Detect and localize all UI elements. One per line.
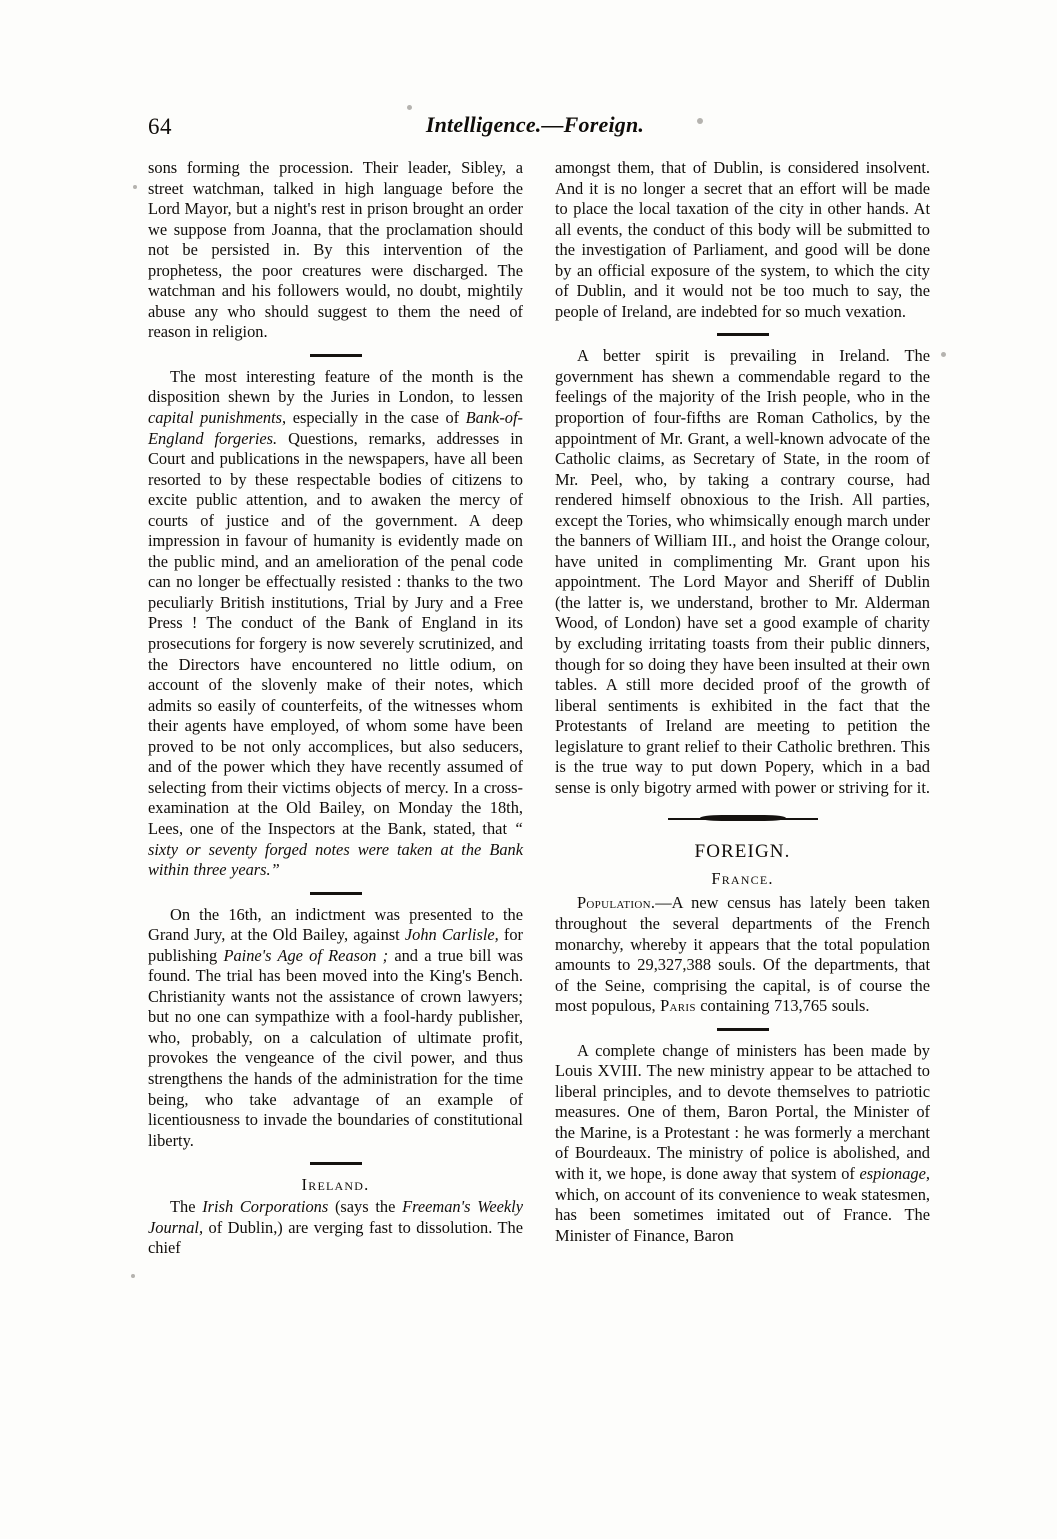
text-run: and a true bill was found. The trial has been moved into the King's Bench. Christianity wants not the assistance of crown lawyers; but no one can sympathize with a fool-hardy publisher, who, probably, on a calculation of ultimate profit, provokes the vengeance of the civil power, and thus strengthens the hands of the administration for the time being, who take advantage of an example of licentiousness to invade the boundaries of constitutional liberty. xyxy=(148,945,523,1150)
paragraph-dublin-insolvent xyxy=(555,158,930,322)
paragraph-better-spirit-ireland xyxy=(555,346,930,798)
running-head xyxy=(140,112,930,146)
running-title: Intelligence.—Foreign. xyxy=(425,112,645,137)
text-run: —A new census has lately been taken throughout the several departments of the French monarchy, whereby it appears that the total population amounts to 29,327,388 souls. Of the departments, that of the Seine, comprising the capital, is of course the most populous, xyxy=(555,893,930,1016)
italic-run: Irish Corporations xyxy=(202,1197,329,1217)
ornamental-rule xyxy=(668,814,818,823)
paragraph-juries-capital-punishment xyxy=(148,367,523,881)
scan-speck xyxy=(133,185,137,189)
section-divider-rule xyxy=(310,354,362,357)
italic-run: capital punishments xyxy=(148,408,283,428)
section-divider-rule xyxy=(310,892,362,895)
italic-run: John Carlisle, xyxy=(404,925,499,945)
text-run: A better spirit is prevailing in Ireland. The government has shewn a commendable regard to the feelings of the majority of the Irish people, who in the proportion of four-fifths are Roman Catholics, by the appointment of Mr. Grant, a well-known advocate of the Catholic claims, as Secretary of State, in the room of Mr. Peel, who, by taking a contrary course, had rendered himself obnoxious to the Irish. All parties, except the Tories, who whimsically enough march under the banners of William III., and hoist the Orange colour, have united in complimenting Mr. Grant upon his appointment. The Lord Mayor and Sheriff of Dublin (the latter is, we understand, brother to Mr. Alderman Wood, of London) have set a good example of charity by excluding irritating toasts from their public dinners, though for so doing they have been insulted at their own tables. A still more decided proof of the growth of liberal sentiments is exhibited in the fact that the Protestants of Ireland are meeting to petition the legislature to grant relief to their Catholic brethren. This is the true way to put down Popery, which in a bad sense is only bigotry armed with power or striving for it. xyxy=(555,346,931,797)
column-right xyxy=(555,158,930,1408)
paragraph-france-population xyxy=(555,893,930,1016)
ireland-paragraph-wrap xyxy=(148,1197,523,1259)
foreign-section-heading: FOREIGN. xyxy=(694,841,791,863)
right-body-paragraphs xyxy=(555,158,930,798)
text-run: Questions, remarks, addresses in Court and publications in the newspapers, have all been resorted to by these respectable bodies of citizens to excite public attention, and to awaken the mercy of courts of justice and of the government. A deep impression in favour of humanity is evidently made on the public mind, and an amelioration of the penal code can no longer be effectually resisted : thanks to the two peculiarly British institutions, Trial by Jury and a Free Press ! The conduct of the Bank of England in its prosecutions for forgery is now severely scrutinized, and the Directors have encountered no little odium, on account of the slovenly make of their notes, which admits so easily of counterfeits, of the witnesses whom their agents have employed, of whom some have been proved to be not only accomplices, but also seducers, and of the power which they have recently assumed of selecting from their victims objects of mercy. In a cross-examination at the Old Bailey, on Monday the 18th, Lees, one of the Inspectors at the Bank, stated, that xyxy=(148,428,523,838)
text-columns xyxy=(148,158,930,1408)
italic-run: “ sixty or seventy forged notes were taken at the Bank within three years.” xyxy=(148,818,523,880)
italic-run: espionage, xyxy=(859,1163,930,1183)
italic-run: Freeman's Weekly Journal, xyxy=(148,1197,524,1237)
text-run: which, on account of its convenience to weak statesmen, has been sometimes imitated out of France. The Minister of Finance, Baron xyxy=(555,1184,930,1245)
france-heading: France. xyxy=(711,869,774,889)
section-divider-rule xyxy=(310,1162,362,1165)
left-body-paragraphs xyxy=(148,158,523,1165)
text-run: containing 713,765 souls. xyxy=(695,996,870,1016)
text-run: for publishing xyxy=(148,925,524,965)
text-run: The xyxy=(170,1197,203,1217)
foreign-paragraphs xyxy=(555,893,930,1246)
italic-run: Paine's Age of Reason ; xyxy=(223,945,389,965)
ireland-heading: Ireland. xyxy=(301,1175,370,1195)
section-divider-rule xyxy=(717,1028,769,1031)
page-number: 64 xyxy=(148,114,172,139)
italic-run: Bank-of-England forgeries. xyxy=(148,408,523,448)
paragraph-procession xyxy=(148,158,523,343)
text-run: The most interesting feature of the month is the disposition shewn by the Juries in London, to lessen xyxy=(148,366,523,407)
text-run: A complete change of ministers has been made by Louis XVIII. The new ministry appear to be attached to liberal principles, and to devote themselves to patriotic measures. One of them, Baron Portal, the Minister of the Marine, is a Protestant : he was formerly a merchant of Bourdeaux. The ministry of police is abolished, and with it, we hope, is done away that system of xyxy=(555,1040,930,1183)
paragraph-carlisle-indictment xyxy=(148,905,523,1152)
small-caps-run: Population. xyxy=(577,893,656,913)
text-run: sons forming the procession. Their leader, Sibley, a street watchman, talked in high language before the Lord Mayor, but a night's rest in prison brought an order we suppose from Joanna, that the proclamation should not be persisted in. By this intervention of the prophetess, the poor creatures were discharged. The watchman and his followers would, no doubt, mightily abuse any who should suggest to them the need of reason in religion. xyxy=(148,158,523,342)
text-run: of Dublin,) are verging fast to dissolution. The chief xyxy=(148,1217,523,1258)
scan-speck xyxy=(407,105,412,110)
text-run: On the 16th, an indictment was presented to the Grand Jury, at the Old Bailey, against xyxy=(148,904,523,945)
text-run: (says the xyxy=(328,1197,403,1217)
paragraph-france-ministers xyxy=(555,1041,930,1246)
paragraph-irish-corporations xyxy=(148,1197,523,1259)
text-run: amongst them, that of Dublin, is considered insolvent. And it is no longer a secret that an effort will be made to place the local taxation of the city in other hands. At all events, the conduct of this body will be submitted to the investigation of Parliament, and good will be done by an official exposure of the system, to which the city of Dublin, and it would not be too much to say, the people of Ireland, are indebted for so much vexation. xyxy=(555,158,930,321)
scan-speck xyxy=(697,118,703,124)
scan-speck xyxy=(131,1274,135,1278)
scan-speck xyxy=(941,352,946,357)
text-run: , especially in the case of xyxy=(282,408,466,428)
section-divider-rule xyxy=(717,333,769,336)
column-left xyxy=(148,158,523,1408)
small-caps-run: Paris xyxy=(660,996,696,1016)
